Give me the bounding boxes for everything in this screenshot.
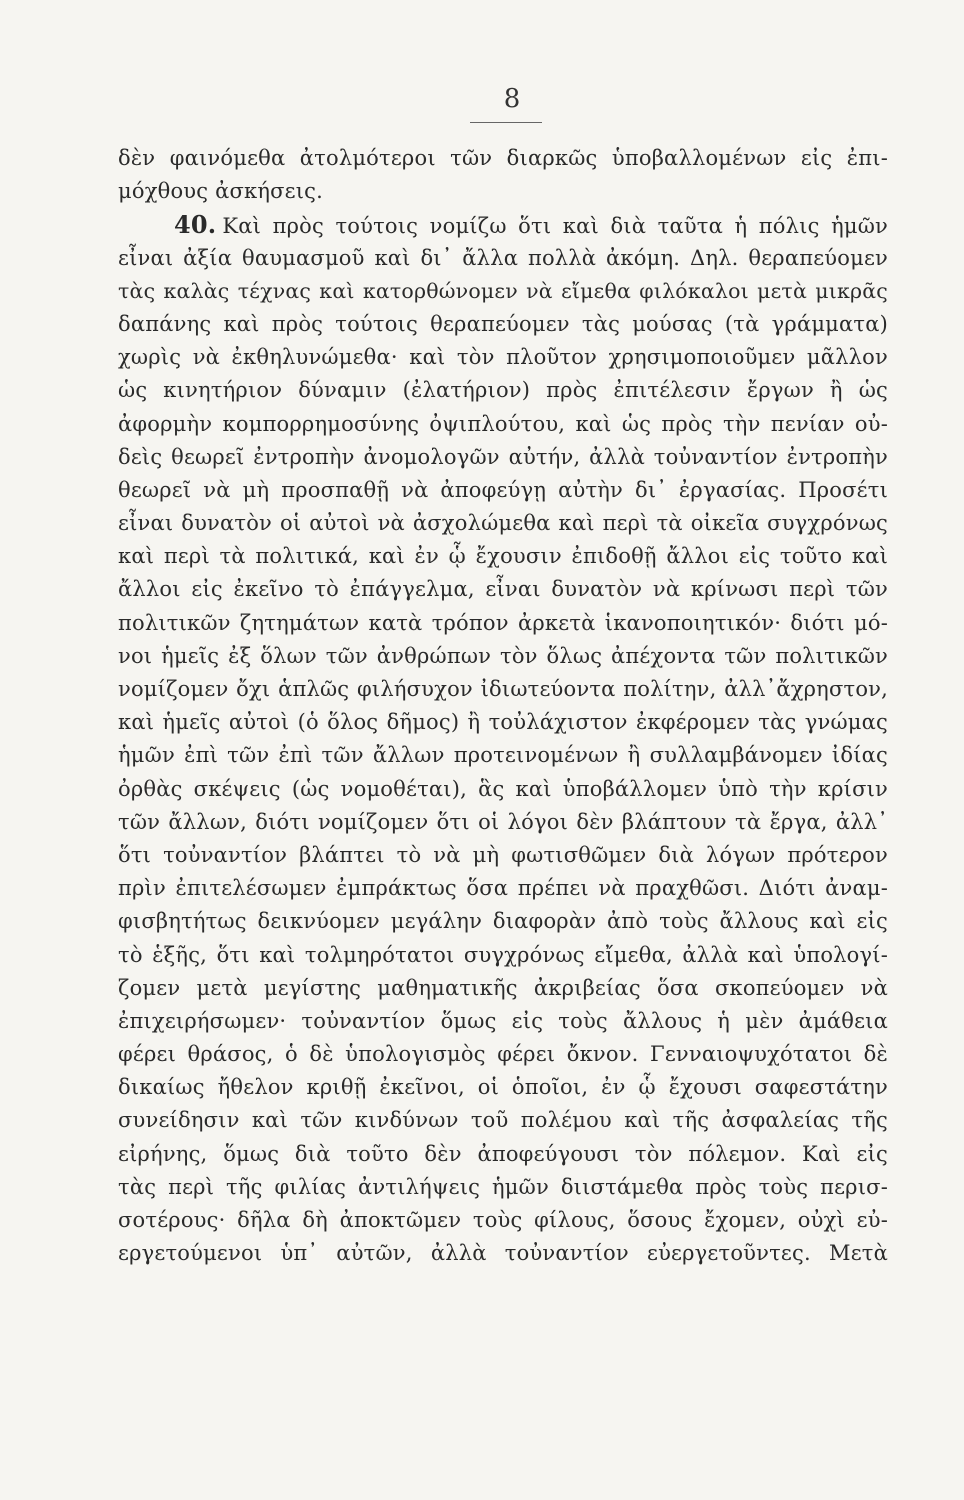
text-line: μόχθους ἀσκήσεις. (118, 179, 324, 204)
text-line: ζομεν μετὰ μεγίστης μαθηματικῆς ἀκριβείας ὅσα σκοπεύομεν νὰ (118, 975, 888, 1000)
text-line: τὰς καλὰς τέχνας καὶ κατορθώνομεν νὰ εἴμεθα φιλόκαλοι μετὰ μικρᾶς (118, 278, 888, 303)
text-line: φέρει θράσος, ὁ δὲ ὑπολογισμὸς φέρει ὄκνον. Γενναιοψυχότατοι δὲ (118, 1042, 888, 1067)
text-line: θεωρεῖ νὰ μὴ προσπαθῇ νὰ ἀποφεύγῃ αὐτὴν δι᾽ ἐργασίας. Προσέτι (118, 477, 888, 502)
text-line: εἶναι ἀξία θαυμασμοῦ καὶ δι᾽ ἄλλα πολλὰ ἀκόμη. Δηλ. θεραπεύομεν (118, 245, 888, 270)
text-line: δὲν φαινόμεθα ἀτολμότεροι τῶν διαρκῶς ὑποβαλλομένων εἰς ἐπι- (118, 146, 888, 170)
text-line (118, 208, 888, 241)
page-number: 8 (503, 84, 521, 114)
text-line: σοτέρους· δῆλα δὴ ἀποκτῶμεν τοὺς φίλους, ὅσους ἔχομεν, οὐχὶ εὐ- (118, 1208, 888, 1232)
text-line: ὡς κινητήριον δύναμιν (ἐλατήριον) πρὸς ἐπιτέλεσιν ἔργων ἢ ὡς (118, 378, 888, 403)
body-text (118, 142, 888, 1270)
page-number-rule (470, 122, 542, 123)
text-line-content: Καὶ πρὸς τούτοις νομίζω ὅτι καὶ διὰ ταῦτα ἡ πόλις ἡμῶν (222, 214, 888, 239)
text-line: ἀφορμὴν κομπορρημοσύνης ὀψιπλούτου, καὶ ὡς πρὸς τὴν πενίαν οὐ- (118, 411, 888, 436)
text-line: δικαίως ἤθελον κριθῇ ἐκεῖνοι, οἱ ὁποῖοι, ἐν ᾧ ἔχουσι σαφεστάτην (118, 1075, 888, 1100)
text-line: εἰρήνης, ὅμως διὰ τοῦτο δὲν ἀποφεύγουσι τὸν πόλεμον. Καὶ εἰς (118, 1141, 888, 1166)
text-line: ἡμῶν ἐπὶ τῶν ἐπὶ τῶν ἄλλων προτεινομένων ἢ συλλαμβάνομεν ἰδίας (118, 743, 888, 768)
text-line: τῶν ἄλλων, διότι νομίζομεν ὅτι οἱ λόγοι δὲν βλάπτουν τὰ ἔργα, ἀλλ᾽ (118, 809, 888, 834)
text-line: ὅτι τοὐναντίον βλάπτει τὸ νὰ μὴ φωτισθῶμεν διὰ λόγων πρότερον (118, 842, 888, 867)
text-line: τὰς περὶ τῆς φιλίας ἀντιλήψεις ἡμῶν διιστάμεθα πρὸς τοὺς περισ- (118, 1174, 888, 1199)
text-line: νοι ἡμεῖς ἐξ ὅλων τῶν ἀνθρώπων τὸν ὅλως ἀπέχοντα τῶν πολιτικῶν (118, 643, 888, 668)
text-line: καὶ ἡμεῖς αὐτοὶ (ὁ ὅλος δῆμος) ἢ τοὐλάχιστον ἐκφέρομεν τὰς γνώμας (118, 710, 888, 735)
text-line: χωρὶς νὰ ἐκθηλυνώμεθα· καὶ τὸν πλοῦτον χρησιμοποιοῦμεν μᾶλλον (118, 345, 888, 370)
text-line: πρὶν ἐπιτελέσωμεν ἐμπράκτως ὅσα πρέπει νὰ πραχθῶσι. Διότι ἀναμ- (118, 876, 888, 901)
text-line: δεὶς θεωρεῖ ἐντροπὴν ἀνομολογῶν αὐτήν, ἀλλὰ τοὐναντίον ἐντροπὴν (118, 444, 888, 469)
text-line: φισβητήτως δεικνύομεν μεγάλην διαφορὰν ἀπὸ τοὺς ἄλλους καὶ εἰς (118, 909, 888, 934)
text-line: εργετούμενοι ὑπ᾽ αὐτῶν, ἀλλὰ τοὐναντίον εὐεργετοῦντες. Μετὰ (118, 1241, 888, 1266)
text-line: τὸ ἑξῆς, ὅτι καὶ τολμηρότατοι συγχρόνως εἴμεθα, ἀλλὰ καὶ ὑπολογί- (118, 942, 888, 967)
text-line: ὀρθὰς σκέψεις (ὡς νομοθέται), ἃς καὶ ὑποβάλλομεν ὑπὸ τὴν κρίσιν (118, 776, 888, 801)
text-line: ἄλλοι εἰς ἐκεῖνο τὸ ἐπάγγελμα, εἶναι δυνατὸν νὰ κρίνωσι περὶ τῶν (118, 577, 888, 602)
section-number: 40. (174, 210, 217, 240)
text-line: δαπάνης καὶ πρὸς τούτοις θεραπεύομεν τὰς μούσας (τὰ γράμματα) (118, 311, 888, 336)
text-line: συνείδησιν καὶ τῶν κινδύνων τοῦ πολέμου καὶ τῆς ἀσφαλείας τῆς (118, 1108, 888, 1133)
text-line: πολιτικῶν ζητημάτων κατὰ τρόπον ἀρκετὰ ἱκανοποιητικόν· διότι μό- (118, 610, 888, 635)
text-line: εἶναι δυνατὸν οἱ αὐτοὶ νὰ ἀσχολώμεθα καὶ περὶ τὰ οἰκεῖα συγχρόνως (118, 511, 888, 536)
text-line: ἐπιχειρήσωμεν· τοὐναντίον ὅμως εἰς τοὺς ἄλλους ἡ μὲν ἀμάθεια (118, 1008, 888, 1033)
text-line: νομίζομεν ὄχι ἁπλῶς φιλήσυχον ἰδιωτεύοντα πολίτην, ἀλλ᾽ἄχρηστον, (118, 677, 888, 701)
text-line: καὶ περὶ τὰ πολιτικά, καὶ ἐν ᾧ ἔχουσιν ἐπιδοθῇ ἄλλοι εἰς τοῦτο καὶ (118, 544, 888, 569)
